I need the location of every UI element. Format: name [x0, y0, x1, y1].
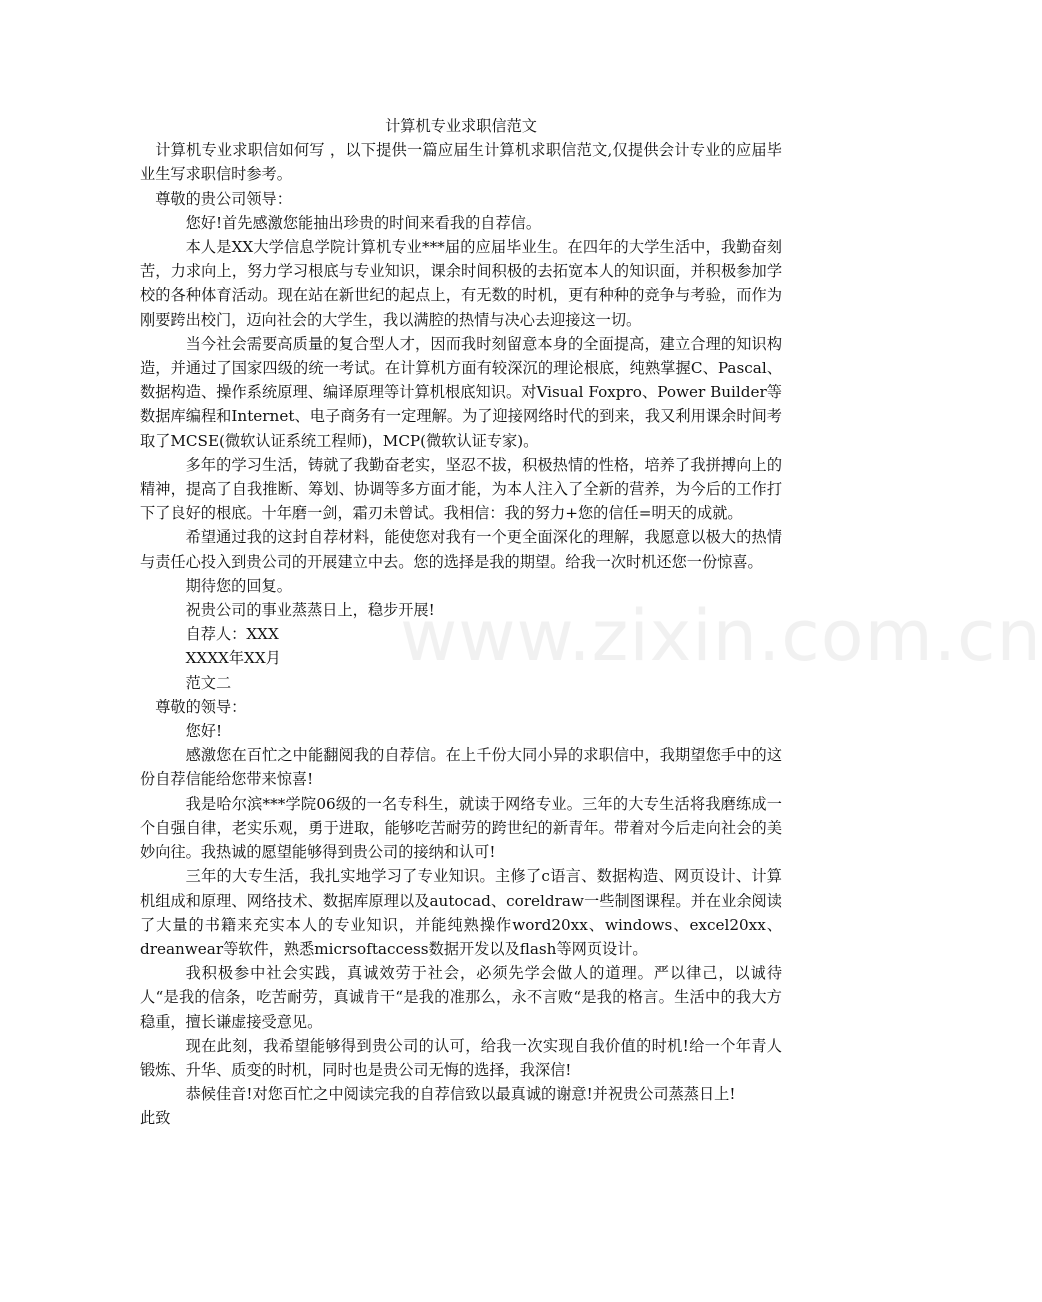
letter2-paragraph: 您好!	[185, 722, 223, 741]
letter1-paragraph: 本人是XX大学信息学院计算机专业***届的应届毕业生。在四年的大学生活中，我勤奋刻苦，力求向上，努力学习根底与专业知识，课余时间积极的去拓宽本人的知识面，并积极参加学校的各种体育活动。现在站在新世纪的起点上，有无数的时机，更有种种的竞争与考验，而作为刚要跨出校门，迈向社会的大学生，我以满腔的热情与决心去迎接这一切。	[140, 238, 782, 329]
letter1-salutation: 尊敬的贵公司领导：	[155, 189, 292, 208]
letter2-paragraph: 我积极参中社会实践，真诚效劳于社会，必须先学会做人的道理。严以律己，以诚待人“是我的信条，吃苦耐劳，真诚肯干“是我的准那么，永不言败“是我的格言。生活中的我大方稳重，擅长谦虚接受意见。	[140, 964, 782, 1031]
letter1-date: XXXX年XX月	[185, 649, 281, 668]
watermark-text: www.zixin.com.cn	[400, 595, 1042, 677]
document-body	[140, 114, 782, 1131]
letter2-salutation: 尊敬的领导：	[155, 697, 247, 716]
letter1-paragraph: 您好!首先感激您能抽出珍贵的时间来看我的自荐信。	[185, 213, 542, 232]
letter2-paragraph: 感激您在百忙之中能翻阅我的自荐信。在上千份大同小异的求职信中，我期望您手中的这份自荐信能给您带来惊喜!	[140, 746, 782, 789]
intro-paragraph: 计算机专业求职信如何写 ，以下提供一篇应届生计算机求职信范文,仅提供会计专业的应届毕业生写求职信时参考。	[140, 141, 782, 184]
letter2-paragraph: 现在此刻，我希望能够得到贵公司的认可，给我一次实现自我价值的时机!给一个年青人锻炼、升华、质变的时机，同时也是贵公司无悔的选择，我深信!	[140, 1036, 782, 1079]
letter2-paragraph: 我是哈尔滨***学院06级的一名专科生，就读于网络专业。三年的大专生活将我磨练成一个自强自律，老实乐观，勇于进取，能够吃苦耐劳的跨世纪的新青年。带着对今后走向社会的美妙向往。我热诚的愿望能够得到贵公司的接纳和认可!	[140, 794, 782, 862]
letter1-paragraph: 多年的学习生活，铸就了我勤奋老实，坚忍不拔，积极热情的性格，培养了我拼搏向上的精神，提高了自我推断、筹划、协调等多方面才能，为本人注入了全新的营养，为今后的工作打下了良好的根底。十年磨一剑，霜刃未曾试。我相信：我的努力+您的信任=明天的成就。	[140, 455, 782, 523]
letter1-paragraph: 当今社会需要高质量的复合型人才，因而我时刻留意本身的全面提高，建立合理的知识构造，并通过了国家四级的统一考试。在计算机方面有较深沉的理论根底，纯熟掌握C、Pascal、数据构造、操作系统原理、编译原理等计算机根底知识。对Visual Foxpro、Power Builder等数据库编程和Internet、电子商务有一定理解。为了迎接网络时代的到来，我又利用课余时间考取了MCSE(微软认证系统工程师)，MCP(微软认证专家)。	[140, 334, 782, 450]
letter1-paragraph: 希望通过我的这封自荐材料，能使您对我有一个更全面深化的理解，我愿意以极大的热情与责任心投入到贵公司的开展建立中去。您的选择是我的期望。给我一次时机还您一份惊喜。	[140, 528, 782, 571]
letter1-closing-line: 祝贵公司的事业蒸蒸日上，稳步开展!	[185, 601, 435, 620]
letter2-ending: 此致	[140, 1109, 171, 1128]
letter1-signature: 自荐人：XXX	[185, 625, 279, 644]
letter2-paragraph: 恭候佳音!对您百忙之中阅读完我的自荐信致以最真诚的谢意!并祝贵公司蒸蒸日上!	[185, 1085, 736, 1104]
letter1-closing-line: 期待您的回复。	[185, 576, 292, 595]
sample-two-heading: 范文二	[185, 673, 232, 692]
letter2-paragraph: 三年的大专生活，我扎实地学习了专业知识。主修了c语言、数据构造、网页设计、计算机组成和原理、网络技术、数据库原理以及autocad、coreldraw一些制图课程。并在业余阅读了大量的书籍来充实本人的专业知识，并能纯熟操作word20xx、windows、excel20xx、dreanwear等软件，熟悉micrsoftaccess数据开发以及flash等网页设计。	[140, 867, 782, 958]
document-title: 计算机专业求职信范文	[385, 117, 537, 135]
